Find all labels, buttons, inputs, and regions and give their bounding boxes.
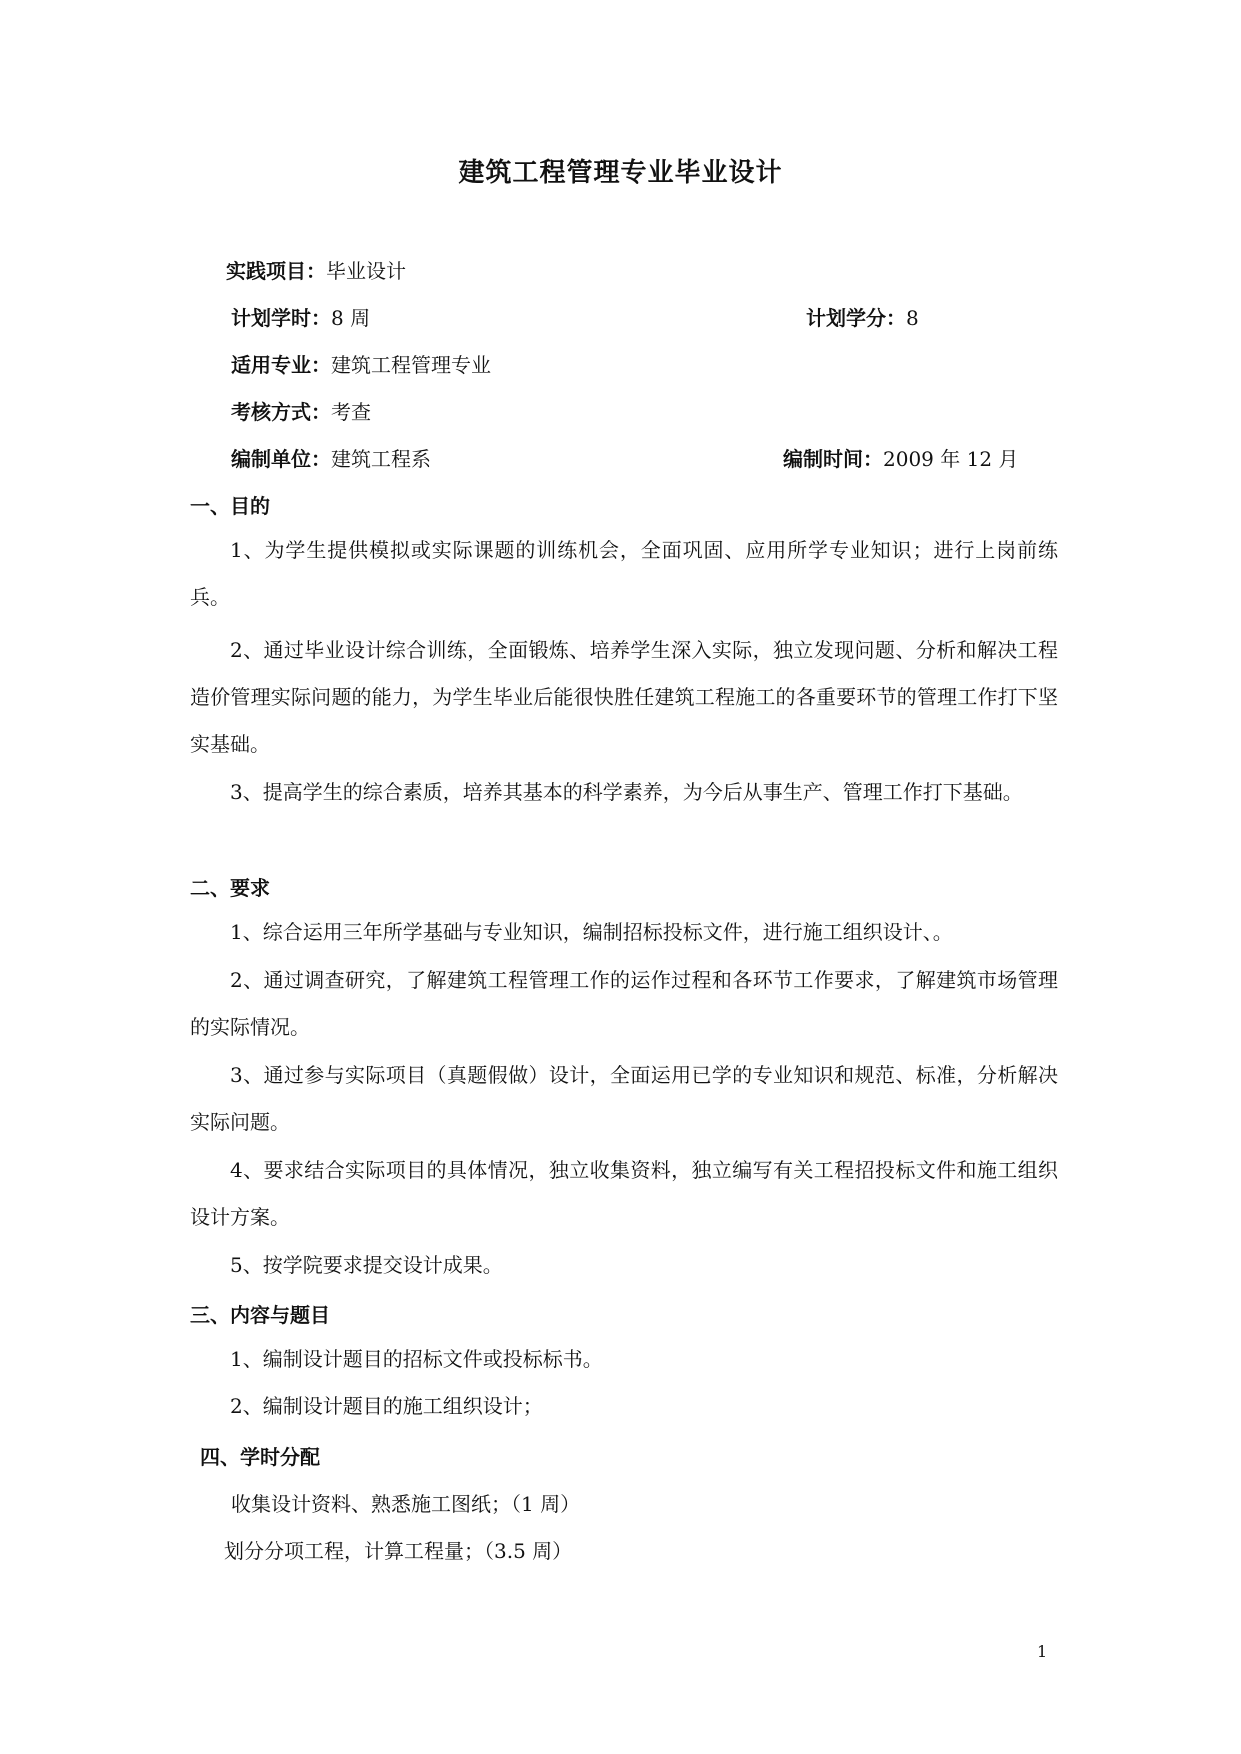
- meta-unit-label: 编制单位：: [231, 447, 331, 471]
- meta-unit: [231, 443, 431, 472]
- meta-hours: [231, 302, 370, 331]
- section-requirements-heading: 二、要求: [190, 876, 270, 900]
- meta-date-value: 2009 年 12 月: [883, 447, 1019, 471]
- section-content-heading: 三、内容与题目: [190, 1303, 330, 1327]
- requirements-item-2: 2、通过调查研究，了解建筑工程管理工作的运作过程和各环节工作要求，了解建筑市场管理的实际情况。: [190, 968, 1058, 1039]
- meta-hours-label: 计划学时：: [231, 306, 331, 330]
- section-purpose-heading: 一、目的: [190, 494, 270, 518]
- section-schedule-heading: 四、学时分配: [200, 1445, 320, 1469]
- meta-date-label: 编制时间：: [783, 447, 883, 471]
- meta-major-value: 建筑工程管理专业: [331, 353, 491, 377]
- content-item-1: 1、编制设计题目的招标文件或投标标书。: [230, 1347, 603, 1371]
- document-title: 建筑工程管理专业毕业设计: [458, 158, 783, 188]
- meta-assessment-value: 考查: [331, 400, 371, 424]
- meta-assessment-label: 考核方式：: [231, 400, 331, 424]
- requirements-item-5: 5、按学院要求提交设计成果。: [230, 1253, 503, 1277]
- meta-unit-value: 建筑工程系: [331, 447, 431, 471]
- meta-project-label: 实践项目：: [226, 259, 326, 283]
- schedule-item-2: 划分分项工程，计算工程量；（3.5 周）: [224, 1539, 573, 1563]
- meta-major-label: 适用专业：: [231, 353, 331, 377]
- page-number: 1: [1037, 1642, 1048, 1661]
- meta-major: [231, 349, 491, 378]
- meta-credits: [806, 302, 919, 331]
- purpose-item-3: 3、提高学生的综合素质，培养其基本的科学素养，为今后从事生产、管理工作打下基础。: [230, 780, 1023, 804]
- meta-date: [783, 443, 1018, 472]
- requirements-item-1: 1、综合运用三年所学基础与专业知识，编制招标投标文件，进行施工组织设计、。: [230, 920, 953, 944]
- meta-project-value: 毕业设计: [326, 259, 406, 283]
- requirements-item-4: 4、要求结合实际项目的具体情况，独立收集资料，独立编写有关工程招投标文件和施工组织设计方案。: [190, 1158, 1058, 1229]
- meta-credits-value: 8: [906, 306, 919, 330]
- meta-assessment: [231, 396, 371, 425]
- schedule-item-1: 收集设计资料、熟悉施工图纸；（1 周）: [231, 1492, 581, 1516]
- meta-project: [226, 255, 406, 284]
- requirements-item-3: 3、通过参与实际项目（真题假做）设计，全面运用已学的专业知识和规范、标准，分析解决实际问题。: [190, 1063, 1058, 1134]
- meta-credits-label: 计划学分：: [806, 306, 906, 330]
- meta-hours-value: 8 周: [331, 306, 371, 330]
- purpose-item-1: 1、为学生提供模拟或实际课题的训练机会，全面巩固、应用所学专业知识；进行上岗前练兵。: [190, 538, 1058, 609]
- content-item-2: 2、编制设计题目的施工组织设计；: [230, 1394, 543, 1418]
- purpose-item-2: 2、通过毕业设计综合训练，全面锻炼、培养学生深入实际，独立发现问题、分析和解决工程造价管理实际问题的能力，为学生毕业后能很快胜任建筑工程施工的各重要环节的管理工作打下坚实基础。: [190, 638, 1058, 756]
